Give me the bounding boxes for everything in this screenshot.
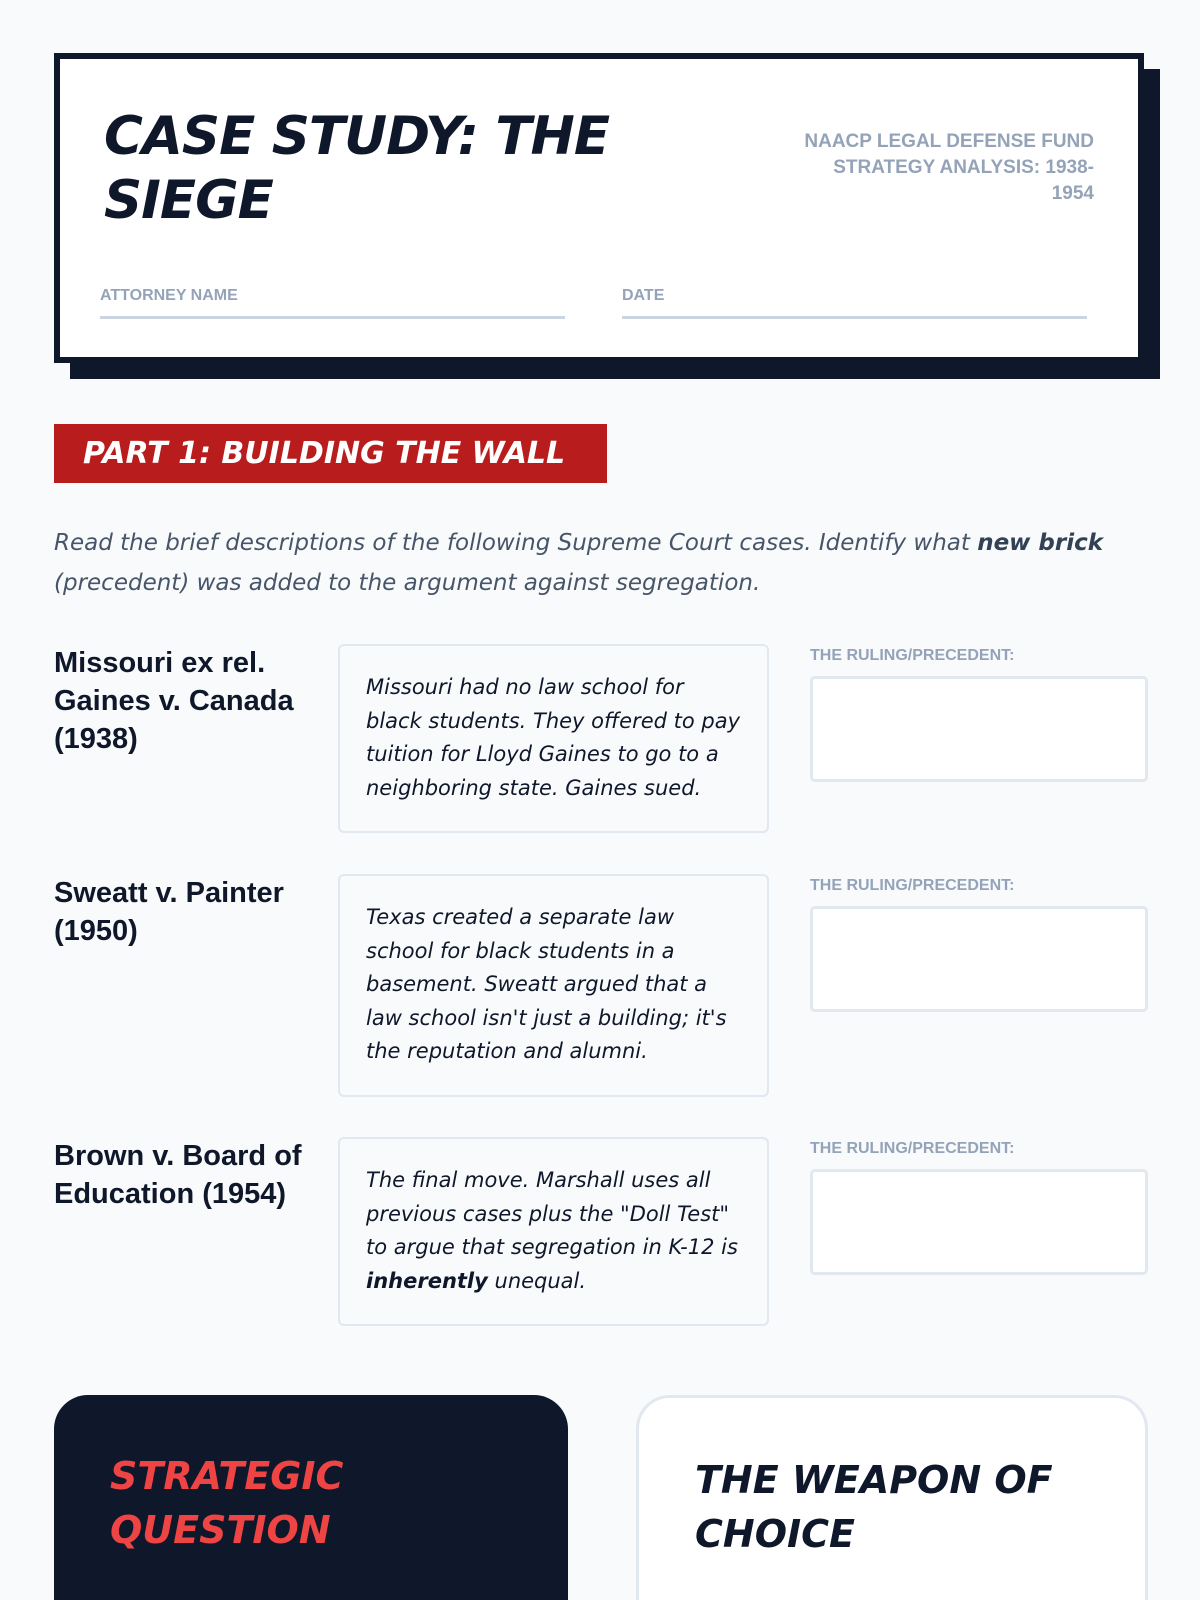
case-name-sweatt: Sweatt v. Painter (1950) — [54, 877, 284, 947]
weapon-of-choice-title: THE WEAPON OF CHOICE — [695, 1458, 1053, 1556]
weapon-of-choice-card — [636, 1395, 1148, 1600]
intro-emphasis: new brick — [977, 530, 1104, 556]
intro-text-end: (precedent) was added to the argument against segregation. — [54, 570, 761, 596]
attorney-name-label: ATTORNEY NAME — [100, 287, 238, 304]
part-1-instructions — [54, 523, 1154, 603]
strategic-question-title: STRATEGIC QUESTION — [110, 1454, 344, 1552]
ruling-input-sweatt[interactable] — [810, 906, 1148, 1012]
brown-desc-start: The final move. Marshall uses all previous cases plus the "Doll Test" to argue that segregation in K-12 is — [366, 1168, 738, 1259]
brown-desc-emphasis: inherently — [366, 1268, 488, 1293]
ruling-input-gaines[interactable] — [810, 676, 1148, 782]
date-label: DATE — [622, 287, 665, 304]
case-name-brown: Brown v. Board of Education (1954) — [54, 1140, 302, 1210]
ruling-label-gaines: THE RULING/PRECEDENT: — [810, 647, 1015, 664]
page-title: CASE STUDY: THE SIEGE — [104, 106, 610, 231]
header-card — [54, 53, 1144, 363]
ruling-label-brown: THE RULING/PRECEDENT: — [810, 1140, 1015, 1157]
part-1-banner: PART 1: BUILDING THE WALL — [54, 424, 607, 483]
case-description-brown — [338, 1137, 769, 1326]
case-name-gaines: Missouri ex rel. Gaines v. Canada (1938) — [54, 647, 294, 755]
header-meta: NAACP LEGAL DEFENSE FUND STRATEGY ANALYSIS: 1938-1954 — [804, 131, 1094, 204]
ruling-input-brown[interactable] — [810, 1169, 1148, 1275]
attorney-name-field[interactable] — [100, 287, 565, 319]
intro-text-start: Read the brief descriptions of the following Supreme Court cases. Identify what — [54, 530, 978, 556]
date-field[interactable] — [622, 287, 1087, 319]
ruling-label-sweatt: THE RULING/PRECEDENT: — [810, 877, 1015, 894]
brown-desc-end: unequal. — [487, 1268, 587, 1293]
strategic-question-card — [54, 1395, 568, 1600]
case-description-sweatt: Texas created a separate law school for black students in a basement. Sweatt argued that a law school isn't just a building; it's the reputation and alumni. — [338, 874, 769, 1097]
case-description-gaines: Missouri had no law school for black students. They offered to pay tuition for Lloyd Gaines to go to a neighboring state. Gaines sued. — [338, 644, 769, 833]
